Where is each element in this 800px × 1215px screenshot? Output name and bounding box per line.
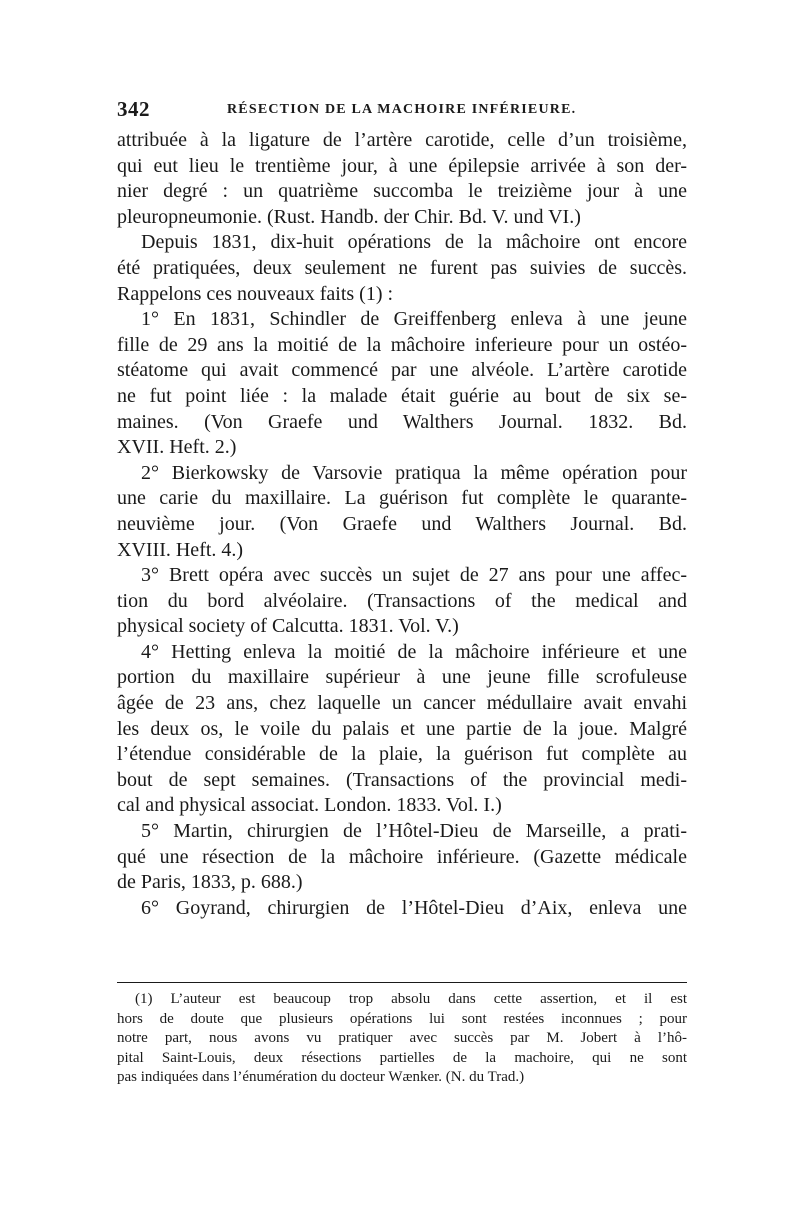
text-line: 4° Hetting enleva la moitié de la mâchoire inférieure et une xyxy=(141,640,687,663)
text-line: de Paris, 1833, p. 688.) xyxy=(117,871,303,894)
text-line: nier degré : un quatrième succomba le treizième jour à une xyxy=(117,180,687,203)
text-line: physical society of Calcutta. 1831. Vol. V.) xyxy=(117,615,459,638)
running-title: RÉSECTION DE LA MACHOIRE INFÉRIEURE. xyxy=(227,102,577,117)
text-line: âgée de 23 ans, chez laquelle un cancer médullaire avait envahi xyxy=(117,692,687,715)
text-line: fille de 29 ans la moitié de la mâchoire inferieure pour un ostéo- xyxy=(117,333,687,356)
text-line: ne fut point liée : la malade était guérie au bout de six se- xyxy=(117,384,687,407)
footnote-line: pital Saint-Louis, deux résections partielles de la machoire, qui ne sont xyxy=(117,1049,687,1066)
text-line: stéatome qui avait commencé par une alvéole. L’artère carotide xyxy=(117,359,687,382)
footnote-line: (1) L’auteur est beaucoup trop absolu dans cette assertion, et il est xyxy=(135,991,687,1007)
text-line: attribuée à la ligature de l’artère carotide, celle d’un troisième, xyxy=(117,129,687,151)
text-line: 6° Goyrand, chirurgien de l’Hôtel-Dieu d’Aix, enleva une xyxy=(141,896,687,919)
text-line: maines. (Von Graefe und Walthers Journal. 1832. Bd. xyxy=(117,410,687,433)
text-line: qui eut lieu le trentième jour, à une épilepsie arrivée à son der- xyxy=(117,154,687,177)
text-line: tion du bord alvéolaire. (Transactions of the medical and xyxy=(117,589,687,612)
text-line: été pratiquées, deux seulement ne furent pas suivies de succès. xyxy=(117,256,687,279)
text-line: 1° En 1831, Schindler de Greiffenberg enleva à une jeune xyxy=(141,308,687,331)
footnote-divider xyxy=(117,982,687,983)
text-line: 2° Bierkowsky de Varsovie pratiqua la même opération pour xyxy=(141,461,687,484)
text-line: une carie du maxillaire. La guérison fut complète le quarante- xyxy=(117,487,687,510)
text-line: Rappelons ces nouveaux faits (1) : xyxy=(117,282,394,305)
text-line: Depuis 1831, dix-huit opérations de la mâchoire ont encore xyxy=(141,231,687,254)
text-line: 5° Martin, chirurgien de l’Hôtel-Dieu de Marseille, a prati- xyxy=(141,820,687,843)
text-line: les deux os, le voile du palais et une partie de la joue. Malgré xyxy=(117,717,687,740)
text-line: XVII. Heft. 2.) xyxy=(117,436,237,459)
footnotes xyxy=(117,990,687,1088)
text-line: qué une résection de la mâchoire inférieure. (Gazette médicale xyxy=(117,845,687,868)
page-header xyxy=(117,97,689,123)
page-number: 342 xyxy=(117,97,150,121)
text-line: l’étendue considérable de la plaie, la guérison fut complète au xyxy=(117,743,687,766)
footnote-line: hors de doute que plusieurs opérations lui sont restées inconnues ; pour xyxy=(117,1010,687,1027)
footnote-line: notre part, nous avons vu pratiquer avec succès par M. Jobert à l’hô- xyxy=(117,1030,687,1046)
text-line: pleuropneumonie. (Rust. Handb. der Chir. Bd. V. und VI.) xyxy=(117,205,581,228)
text-line: cal and physical associat. London. 1833. Vol. I.) xyxy=(117,794,502,817)
text-line: bout de sept semaines. (Transactions of the provincial medi- xyxy=(117,768,687,791)
text-line: neuvième jour. (Von Graefe und Walthers Journal. Bd. xyxy=(117,512,687,535)
text-line: 3° Brett opéra avec succès un sujet de 27 ans pour une affec- xyxy=(141,564,687,587)
text-line: portion du maxillaire supérieur à une jeune fille scrofuleuse xyxy=(117,666,687,689)
body-text xyxy=(117,128,687,921)
footnote-line: pas indiquées dans l’énumération du docteur Wænker. (N. du Trad.) xyxy=(117,1069,525,1085)
text-line: XVIII. Heft. 4.) xyxy=(117,538,244,561)
